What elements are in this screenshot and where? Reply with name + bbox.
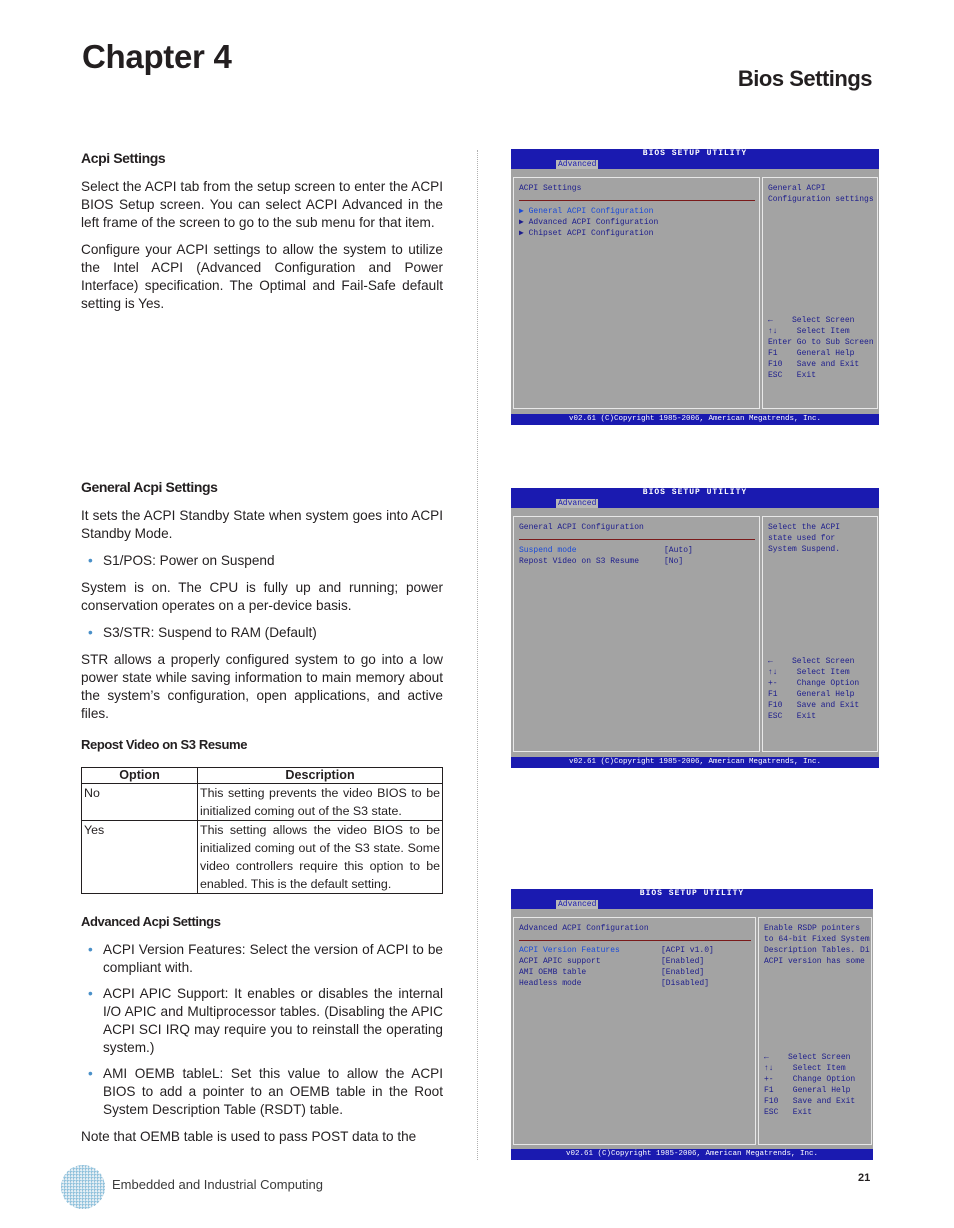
- bios-setting-acpi-version[interactable]: ACPI Version Features: [519, 946, 620, 955]
- bios-help-line: Description Tables. Di: [764, 946, 870, 955]
- page-number: 21: [858, 1172, 871, 1184]
- advanced-heading: Advanced Acpi Settings: [81, 914, 221, 929]
- bios-key-line: F1 General Help: [768, 690, 855, 699]
- bios-help-line: Enable RSDP pointers: [764, 924, 861, 933]
- bios-left-panel: [513, 917, 756, 1145]
- general-heading: General Acpi Settings: [81, 479, 218, 495]
- bios-tab-advanced[interactable]: Advanced: [558, 900, 597, 909]
- table-header-row: [82, 768, 443, 784]
- header-description: Description: [198, 768, 443, 784]
- bios-key-line: +- Change Option: [768, 679, 860, 688]
- bios-panel-title: Advanced ACPI Configuration: [519, 924, 649, 933]
- bios-key-line: ESC Exit: [768, 712, 817, 721]
- bios-copyright-bar: v02.61 (C)Copyright 1985-2006, American Megatrends, Inc.: [511, 414, 879, 425]
- bios-key-line: F10 Save and Exit: [768, 701, 860, 710]
- bios-setting-acpi-apic[interactable]: ACPI APIC support: [519, 957, 601, 966]
- bios-key-line: ESC Exit: [768, 371, 817, 380]
- section-title: Bios Settings: [737, 66, 872, 91]
- bios-key-line: ↑↓ Select Item: [768, 668, 850, 677]
- bios-panel-title: General ACPI Configuration: [519, 523, 644, 532]
- advanced-body: [81, 941, 443, 1146]
- bios-right-panel: [762, 177, 878, 409]
- bios-help-line: Select the ACPI: [768, 523, 841, 532]
- bios-setting-repost-video[interactable]: Repost Video on S3 Resume: [519, 557, 640, 566]
- acpi-paragraph-1: Select the ACPI tab from the setup screen to enter the ACPI BIOS Setup screen. You can select ACPI Advanced in the left frame of the screen to go to the sub menu for that item.: [81, 179, 443, 230]
- bios-copyright-bar: v02.61 (C)Copyright 1985-2006, American Megatrends, Inc.: [511, 1149, 873, 1160]
- bios-key-line: F1 General Help: [768, 349, 855, 358]
- bios-help-line: ACPI version has some: [764, 957, 865, 966]
- bios-help-line: General ACPI: [768, 184, 826, 193]
- bios-screen-advanced-acpi: [511, 889, 873, 1160]
- bios-menu-chipset-acpi[interactable]: ▶ Chipset ACPI Configuration: [519, 229, 654, 238]
- option-cell: No: [82, 784, 198, 821]
- general-body: [81, 507, 443, 723]
- repost-heading: Repost Video on S3 Resume: [81, 737, 248, 752]
- table-row: [82, 821, 443, 894]
- bios-screen-general-acpi: [511, 488, 879, 768]
- bios-setting-headless[interactable]: Headless mode: [519, 979, 582, 988]
- bios-tab-advanced[interactable]: Advanced: [558, 160, 597, 169]
- bios-key-line: ↑↓ Select Item: [764, 1064, 846, 1073]
- bios-menu-advanced-acpi[interactable]: ▶ Advanced ACPI Configuration: [519, 218, 659, 227]
- bullet-s3-str: • S3/STR: Suspend to RAM (Default): [81, 624, 443, 642]
- bios-help-line: System Suspend.: [768, 545, 841, 554]
- bios-separator: [519, 539, 755, 540]
- header-option: Option: [82, 768, 198, 784]
- footer-company: Embedded and Industrial Computing: [112, 1177, 324, 1192]
- bios-help-line: to 64-bit Fixed System: [764, 935, 870, 944]
- company-logo-icon: [60, 1164, 106, 1210]
- table-row: [82, 784, 443, 821]
- bullet-ami-oemb: • AMI OEMB tableL: Set this value to allow the ACPI BIOS to add a pointer to an OEMB table in the Root System Description Table (RSDT) table.: [81, 1065, 443, 1119]
- acpi-heading: Acpi Settings: [81, 150, 166, 166]
- column-divider: [477, 150, 478, 1160]
- bios-key-line: ↑↓ Select Item: [768, 327, 850, 336]
- description-cell: This setting prevents the video BIOS to be initialized coming out of the S3 state.: [198, 784, 443, 821]
- bios-menu-general-acpi[interactable]: ▶ General ACPI Configuration: [519, 207, 654, 216]
- bios-panel-title: ACPI Settings: [519, 184, 582, 193]
- repost-table-wrap: [81, 767, 443, 894]
- bios-tab-bar: [511, 498, 879, 508]
- bullet-acpi-apic: • ACPI APIC Support: It enables or disables the internal I/O APIC and Multiprocessor tables. (Disabling the APIC ACPI SCI IRQ may require you to reinstall the operating system.): [81, 985, 443, 1057]
- bullet-acpi-version: • ACPI Version Features: Select the version of ACPI to be compliant with.: [81, 941, 443, 977]
- bios-key-line: ← Select Screen: [764, 1053, 851, 1062]
- bios-title-bar: BIOS SETUP UTILITY: [511, 488, 879, 498]
- bios-value-acpi-version[interactable]: [ACPI v1.0]: [661, 946, 714, 955]
- general-bullets-1: [81, 552, 443, 570]
- advanced-note: Note that OEMB table is used to pass POST data to the: [81, 1129, 417, 1144]
- acpi-paragraph-2: Configure your ACPI settings to allow the system to utilize the Intel ACPI (Advanced Configuration and Power Interface) specification. The Optimal and Fail-Safe default setting is Yes.: [81, 242, 443, 311]
- bios-value-repost-video[interactable]: [No]: [664, 557, 684, 566]
- bios-left-panel: [513, 177, 760, 409]
- bios-left-panel: [513, 516, 760, 752]
- bios-value-ami-oemb[interactable]: [Enabled]: [661, 968, 705, 977]
- bios-copyright-bar: v02.61 (C)Copyright 1985-2006, American Megatrends, Inc.: [511, 757, 879, 768]
- bios-key-line: ESC Exit: [764, 1108, 813, 1117]
- advanced-bullets: [81, 941, 443, 1119]
- bios-key-line: ← Select Screen: [768, 657, 855, 666]
- bios-key-line: Enter Go to Sub Screen: [768, 338, 874, 347]
- general-paragraph-1: It sets the ACPI Standby State when system goes into ACPI Standby Mode.: [81, 508, 443, 541]
- bios-screen-acpi-settings: [511, 149, 879, 425]
- bios-help-line: state used for: [768, 534, 836, 543]
- bios-help-line: Configuration settings: [768, 195, 874, 204]
- bios-setting-suspend-mode[interactable]: Suspend mode: [519, 546, 577, 555]
- bios-key-line: F1 General Help: [764, 1086, 851, 1095]
- general-paragraph-2: System is on. The CPU is fully up and running; power conservation operates on a per-device basis.: [81, 580, 443, 613]
- bios-key-line: F10 Save and Exit: [764, 1097, 856, 1106]
- bios-right-panel: [762, 516, 878, 752]
- general-bullets-2: [81, 624, 443, 642]
- bios-separator: [519, 940, 751, 941]
- bios-key-line: F10 Save and Exit: [768, 360, 860, 369]
- bios-tab-advanced[interactable]: Advanced: [558, 499, 597, 508]
- bios-title-bar: BIOS SETUP UTILITY: [511, 889, 873, 899]
- bios-setting-ami-oemb[interactable]: AMI OEMB table: [519, 968, 587, 977]
- option-cell: Yes: [82, 821, 198, 894]
- bios-right-panel: [758, 917, 872, 1145]
- bios-tab-bar: [511, 159, 879, 169]
- bullet-s1-pos: • S1/POS: Power on Suspend: [81, 552, 443, 570]
- bios-value-suspend-mode[interactable]: [Auto]: [664, 546, 693, 555]
- bios-title-bar: BIOS SETUP UTILITY: [511, 149, 879, 159]
- bios-key-line: ← Select Screen: [768, 316, 855, 325]
- general-paragraph-3: STR allows a properly configured system to go into a low power state while saving information to main memory about the system’s configuration, open applications, and active files.: [81, 652, 443, 721]
- repost-options-table: [81, 767, 443, 894]
- bios-key-line: +- Change Option: [764, 1075, 856, 1084]
- chapter-title: Chapter 4: [82, 38, 232, 75]
- acpi-body: [81, 178, 443, 313]
- bios-value-acpi-apic[interactable]: [Enabled]: [661, 957, 705, 966]
- bios-separator: [519, 200, 755, 201]
- description-cell: This setting allows the video BIOS to be initialized coming out of the S3 state. Some video controllers require this option to be enabled. This is the default setting.: [198, 821, 443, 894]
- bios-value-headless[interactable]: [Disabled]: [661, 979, 710, 988]
- bios-tab-bar: [511, 899, 873, 909]
